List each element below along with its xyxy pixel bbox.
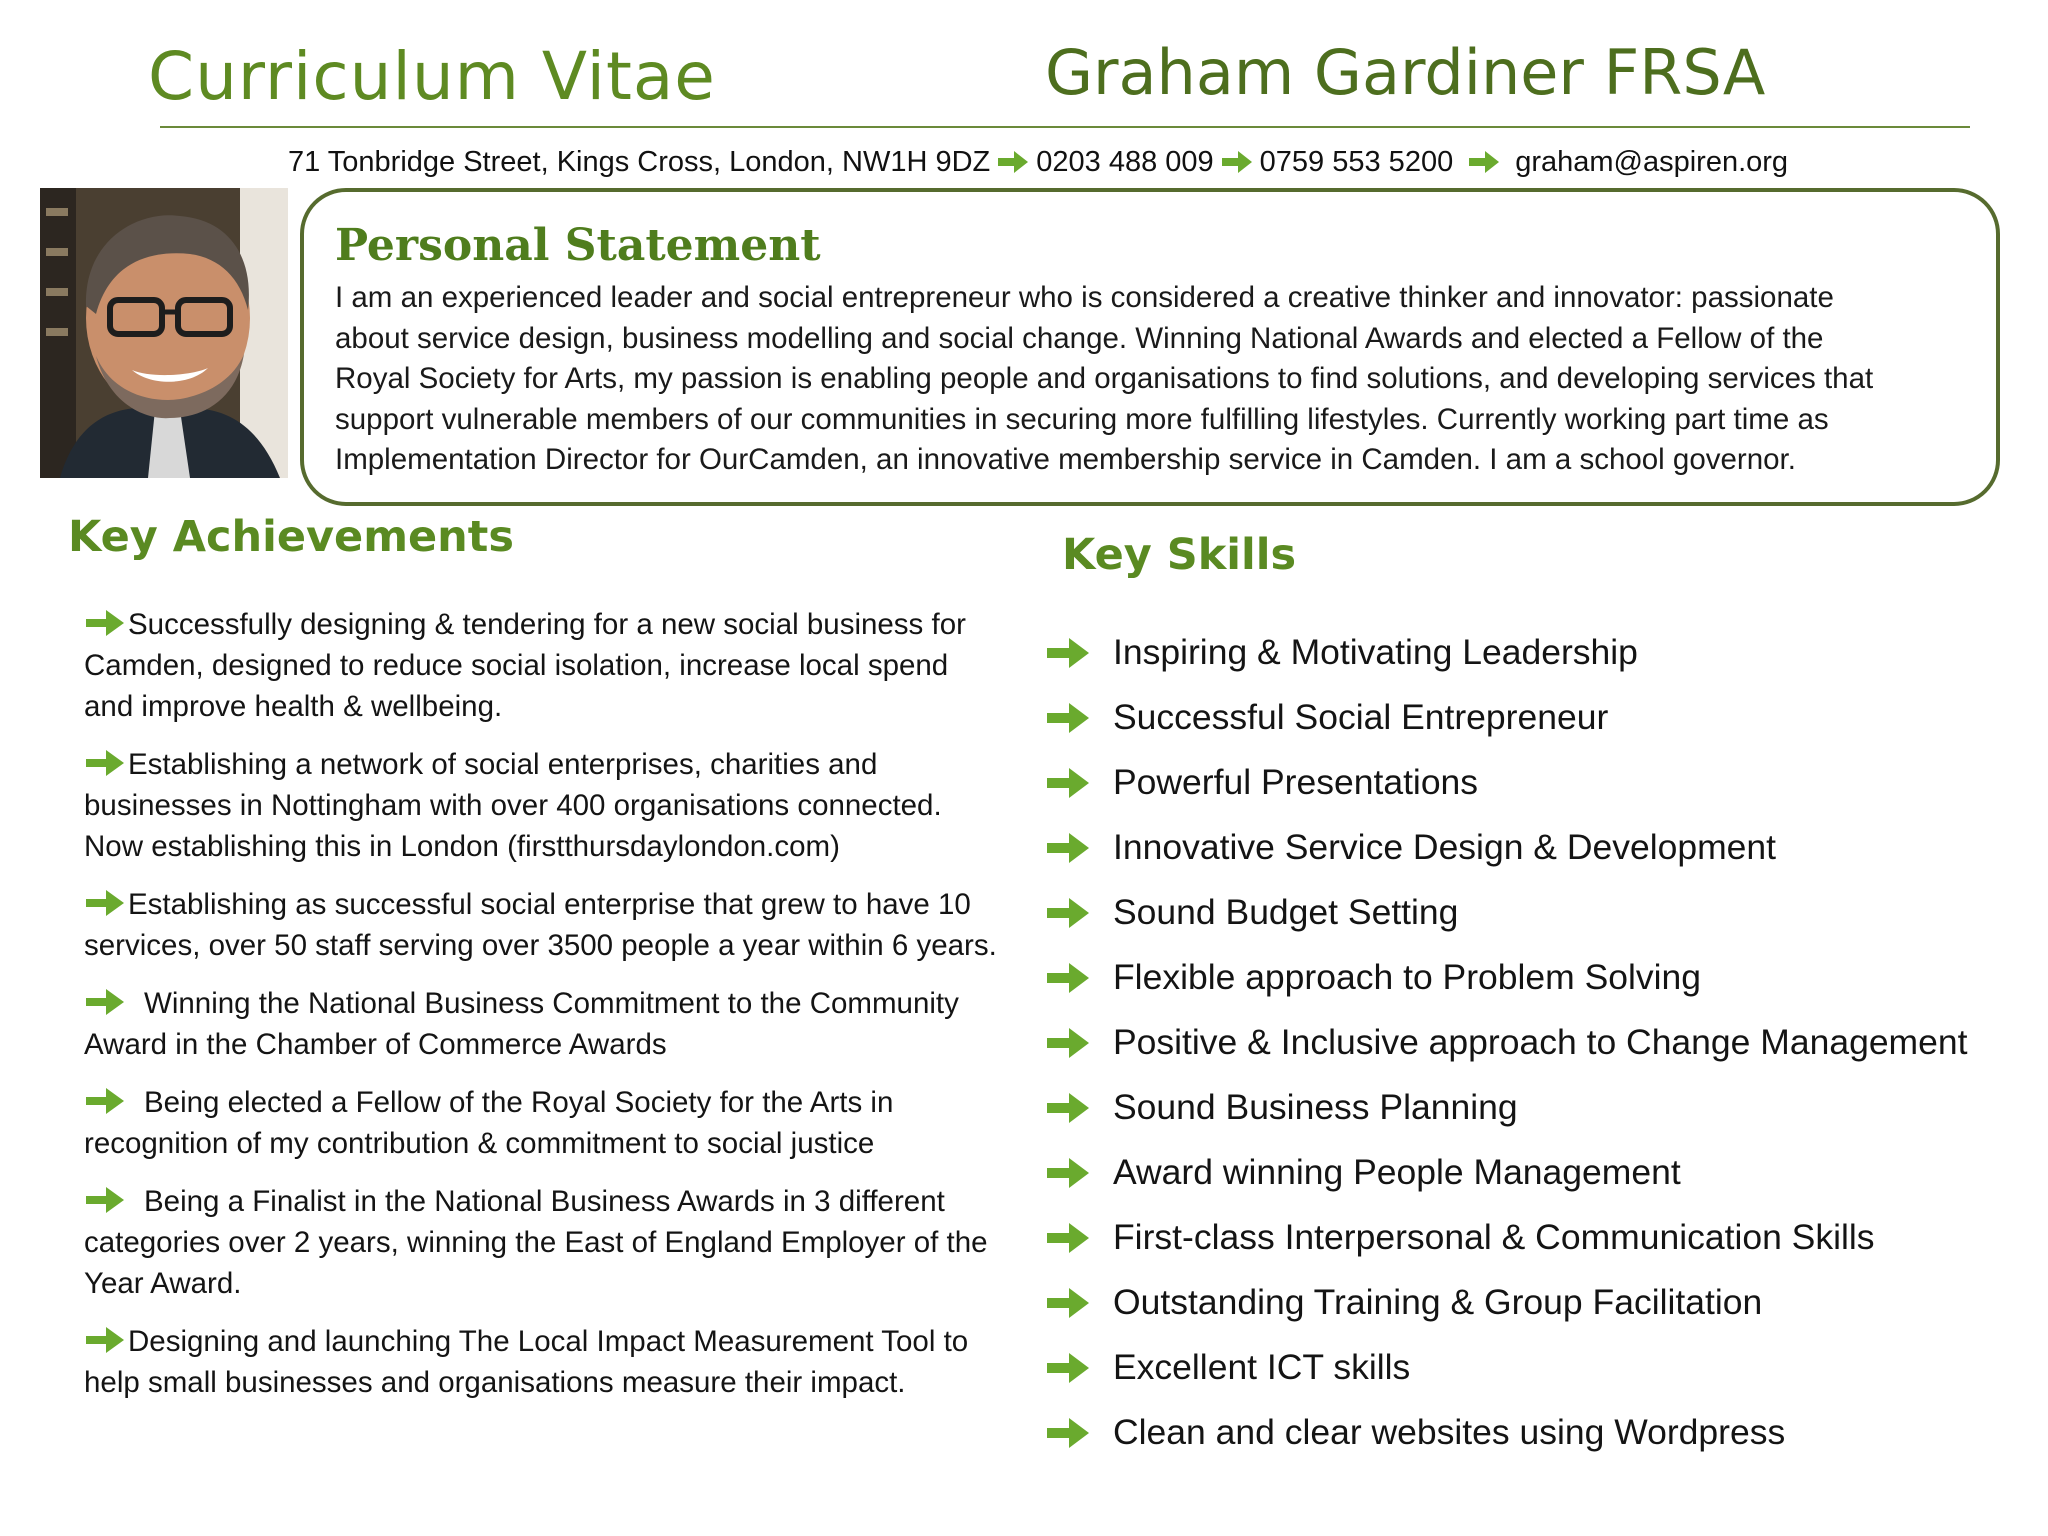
skill-text: Sound Budget Setting bbox=[1113, 892, 1459, 932]
skills-list bbox=[1045, 620, 2025, 1465]
skill-text: Excellent ICT skills bbox=[1113, 1347, 1411, 1387]
skill-item bbox=[1045, 1270, 2025, 1335]
skill-item bbox=[1045, 1400, 2025, 1465]
skill-text: Sound Business Planning bbox=[1113, 1087, 1518, 1127]
skill-text: Innovative Service Design & Development bbox=[1113, 827, 1777, 867]
arrow-right-icon bbox=[84, 888, 126, 918]
achievement-text: Winning the National Business Commitment to the Community Award in the Chamber of Commerce Awards bbox=[84, 987, 959, 1061]
skill-text: Successful Social Entrepreneur bbox=[1113, 697, 1609, 737]
profile-photo bbox=[40, 188, 288, 478]
skill-item bbox=[1045, 750, 2025, 815]
skill-item bbox=[1045, 1010, 2025, 1075]
arrow-right-icon bbox=[1045, 636, 1113, 670]
arrow-right-icon bbox=[1045, 1026, 1113, 1060]
achievement-text: Being a Finalist in the National Business Awards in 3 different categories over 2 years, winning the East of England Employer of the Year Award. bbox=[84, 1185, 988, 1300]
arrow-right-icon bbox=[996, 149, 1030, 175]
statement-line: I am an experienced leader and social entrepreneur who is considered a creative thinker and innovator: passionate bbox=[335, 281, 1834, 314]
achievement-item bbox=[84, 884, 1004, 966]
arrow-right-icon bbox=[84, 608, 126, 638]
contact-line bbox=[288, 142, 1788, 182]
skill-item bbox=[1045, 1140, 2025, 1205]
skill-text: Clean and clear websites using Wordpress bbox=[1113, 1412, 1786, 1452]
skill-text: First-class Interpersonal & Communication Skills bbox=[1113, 1217, 1875, 1257]
achievements-list bbox=[84, 604, 1004, 1420]
statement-line: support vulnerable members of our communities in securing more fulfilling lifestyles. Currently working part time as bbox=[335, 402, 1829, 436]
arrow-right-icon bbox=[1045, 961, 1113, 995]
achievement-item bbox=[84, 1181, 1004, 1304]
achievement-item bbox=[84, 744, 1004, 867]
arrow-right-icon bbox=[1220, 149, 1254, 175]
person-name: Graham Gardiner FRSA bbox=[1045, 36, 1766, 109]
skill-text: Inspiring & Motivating Leadership bbox=[1113, 632, 1638, 672]
email-link[interactable]: graham@aspiren.org bbox=[1515, 145, 1789, 178]
arrow-right-icon bbox=[1045, 1156, 1113, 1190]
arrow-right-icon bbox=[1045, 1351, 1113, 1385]
skill-text: Outstanding Training & Group Facilitation bbox=[1113, 1282, 1763, 1322]
statement-line: Implementation Director for OurCamden, an innovative membership service in Camden. I am a school governor. bbox=[335, 443, 1796, 476]
arrow-right-icon bbox=[84, 987, 126, 1017]
skill-item bbox=[1045, 620, 2025, 685]
arrow-right-icon bbox=[1045, 1221, 1113, 1255]
achievement-item bbox=[84, 1082, 1004, 1164]
arrow-right-icon bbox=[84, 1185, 126, 1215]
statement-line: Royal Society for Arts, my passion is enabling people and organisations to find solutions, and developing services that bbox=[335, 362, 1874, 395]
skill-item bbox=[1045, 815, 2025, 880]
statement-line: about service design, business modelling and social change. Winning National Awards and elected a Fellow of the bbox=[335, 321, 1824, 355]
arrow-right-icon bbox=[84, 748, 126, 778]
achievement-text: Successfully designing & tendering for a new social business for Camden, designed to reduce social isolation, increase local spend and improve health & wellbeing. bbox=[84, 608, 966, 723]
arrow-right-icon bbox=[1045, 896, 1113, 930]
achievement-text: Establishing as successful social enterprise that grew to have 10 services, over 50 staff serving over 3500 people a year within 6 years. bbox=[84, 888, 997, 962]
achievement-item bbox=[84, 983, 1004, 1065]
arrow-right-icon bbox=[1045, 766, 1113, 800]
skill-text: Award winning People Management bbox=[1113, 1152, 1681, 1192]
arrow-right-icon bbox=[1045, 831, 1113, 865]
achievement-text: Designing and launching The Local Impact Measurement Tool to help small businesses and organisations measure their impact. bbox=[84, 1325, 969, 1399]
arrow-right-icon bbox=[1045, 1416, 1113, 1450]
phone-mobile[interactable]: 0759 553 5200 bbox=[1259, 145, 1454, 178]
arrow-right-icon bbox=[84, 1325, 126, 1355]
skill-text: Positive & Inclusive approach to Change Management bbox=[1113, 1022, 1968, 1062]
skill-text: Flexible approach to Problem Solving bbox=[1113, 957, 1702, 997]
skill-item bbox=[1045, 880, 2025, 945]
achievement-item bbox=[84, 1321, 1004, 1403]
cv-title: Curriculum Vitae bbox=[148, 38, 716, 115]
skill-item bbox=[1045, 1205, 2025, 1270]
personal-statement-title: Personal Statement bbox=[335, 220, 821, 271]
arrow-right-icon bbox=[84, 1086, 126, 1116]
skill-item bbox=[1045, 945, 2025, 1010]
achievement-item bbox=[84, 604, 1004, 727]
achievement-text: Being elected a Fellow of the Royal Society for the Arts in recognition of my contribution & commitment to social justice bbox=[84, 1086, 894, 1160]
skill-item bbox=[1045, 685, 2025, 750]
key-achievements-title: Key Achievements bbox=[68, 512, 514, 562]
skill-item bbox=[1045, 1335, 2025, 1400]
key-skills-title: Key Skills bbox=[1062, 530, 1297, 580]
phone-landline[interactable]: 0203 488 009 bbox=[1036, 145, 1214, 178]
arrow-right-icon bbox=[1045, 701, 1113, 735]
arrow-right-icon bbox=[1467, 149, 1501, 175]
address: 71 Tonbridge Street, Kings Cross, London, NW1H 9DZ bbox=[288, 145, 991, 178]
header-divider bbox=[160, 126, 1970, 128]
achievement-text: Establishing a network of social enterprises, charities and businesses in Nottingham with over 400 organisations connected. Now establishing this in London (firstthursdaylondon.com) bbox=[84, 748, 942, 863]
skill-text: Powerful Presentations bbox=[1113, 762, 1479, 802]
arrow-right-icon bbox=[1045, 1286, 1113, 1320]
personal-statement-text bbox=[335, 278, 1975, 481]
arrow-right-icon bbox=[1045, 1091, 1113, 1125]
skill-item bbox=[1045, 1075, 2025, 1140]
